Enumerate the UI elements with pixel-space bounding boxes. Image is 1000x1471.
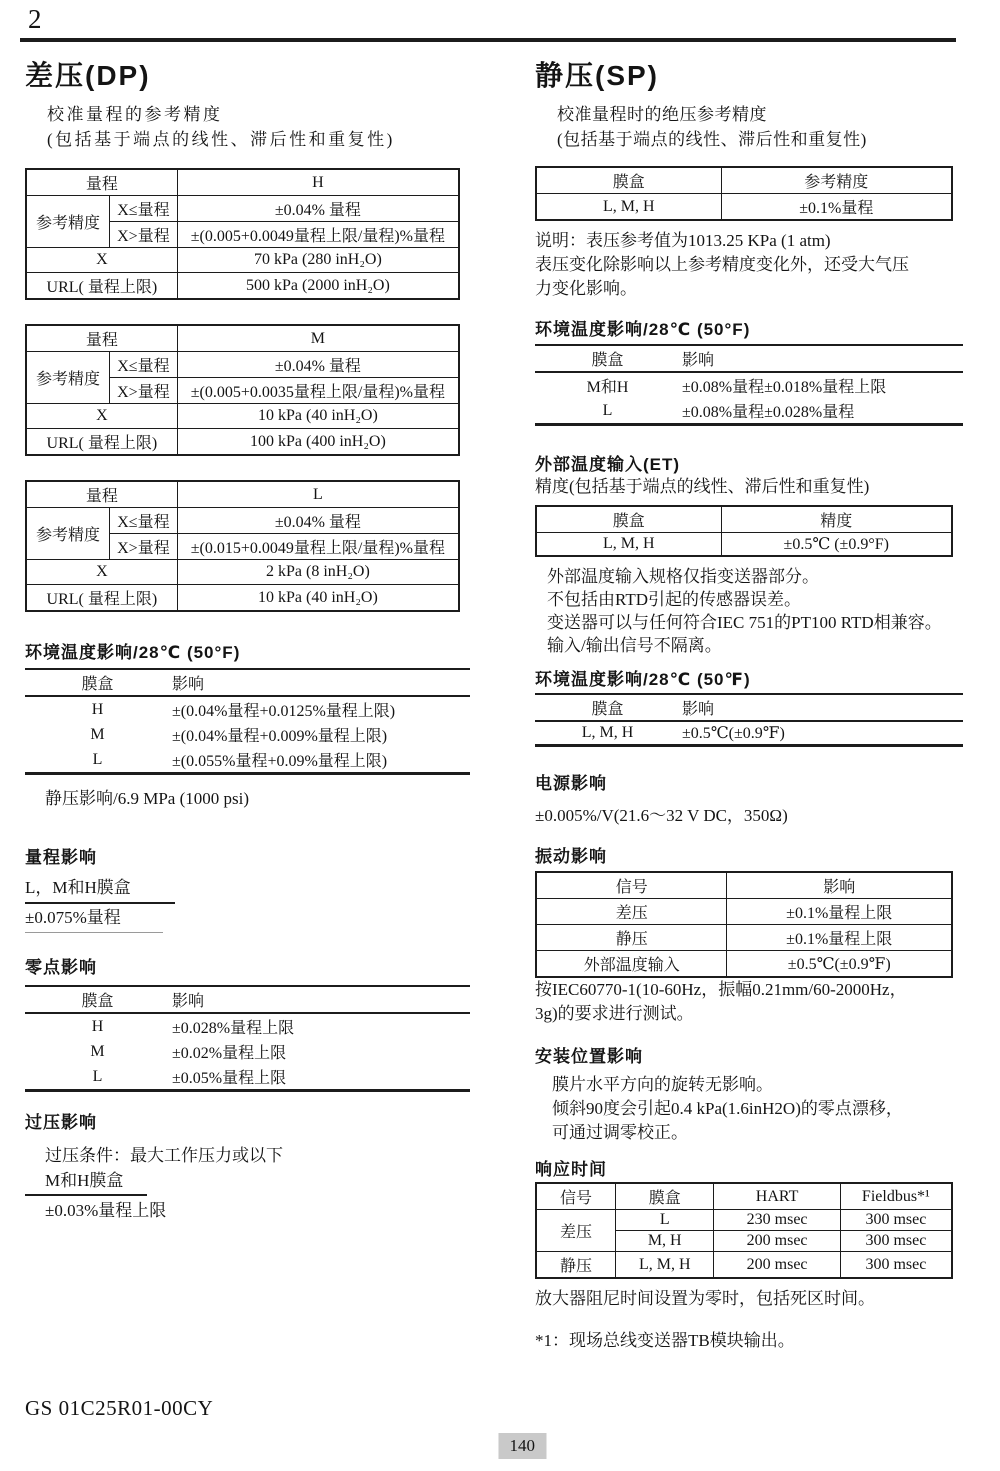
footer-page-number: 140 <box>498 1433 545 1459</box>
table-row <box>26 248 459 273</box>
capsule-cell: M <box>90 725 105 743</box>
signal-cell: 静压 <box>536 925 727 951</box>
capsule-header-cell: 膜盒 <box>536 506 721 533</box>
table-row <box>535 372 963 398</box>
hart-header-cell: HART <box>714 1183 840 1210</box>
table-row <box>26 481 459 508</box>
ambient-temp-heading: 环境温度影响/28℃ (50°F) <box>25 643 241 662</box>
table-row <box>536 1183 952 1210</box>
fieldbus-value-cell: 300 msec <box>840 1210 952 1231</box>
range-label-cell: 量程 <box>26 325 177 352</box>
response-time-table <box>535 1182 953 1279</box>
accuracy-label-cell: 参考精度 <box>26 352 110 404</box>
et-note-line: 变送器可以与任何符合IEC 751的PT100 RTD相兼容。 <box>547 613 942 632</box>
effect-cell: ±0.028%量程上限 <box>172 1020 295 1037</box>
table-row <box>536 1210 952 1231</box>
zero-effect-heading: 零点影响 <box>25 958 97 977</box>
capsule-cell: L, M, H <box>536 194 721 221</box>
value-cell: 2 kPa (8 inH₂O) <box>177 560 459 585</box>
table-row <box>536 533 952 557</box>
table-row <box>535 694 963 721</box>
fieldbus-value-cell: 300 msec <box>840 1252 952 1279</box>
range-value-cell: L <box>177 481 459 508</box>
overpressure-condition: 过压条件：最大工作压力或以下 <box>45 1146 283 1165</box>
signal-cell: 差压 <box>536 899 727 925</box>
static-pressure-note: 静压影响/6.9 MPa (1000 psi) <box>45 789 249 808</box>
capsule-header-cell: 膜盒 <box>535 345 680 372</box>
table-row <box>26 508 459 534</box>
vibration-heading: 振动影响 <box>535 847 607 866</box>
url-label-cell: URL( 量程上限) <box>26 273 177 300</box>
sp-note-line1: 说明：表压参考值为1013.25 KPa (1 atm) <box>535 231 831 250</box>
sp-ambient-temp-table <box>535 344 963 426</box>
hart-value-cell: 200 msec <box>714 1231 840 1252</box>
condition-cell: X>量程 <box>110 534 178 560</box>
vibration-note-line1: 按IEC60770-1(10-60Hz，振幅0.21mm/60-2000Hz， <box>535 980 907 999</box>
effect-cell: ±(0.055%量程+0.09%量程上限) <box>172 753 388 770</box>
accuracy-header-cell: 参考精度 <box>721 167 952 194</box>
sp-intro-line2: (包括基于端点的线性、滞后性和重复性) <box>557 130 867 149</box>
dp-intro <box>25 102 470 152</box>
dp-section-title: 差压(DP) <box>25 60 151 91</box>
capsule-header-cell: 膜盒 <box>616 1183 714 1210</box>
table-row <box>536 167 952 194</box>
signal-header-cell: 信号 <box>536 872 727 899</box>
accuracy-label-cell: 参考精度 <box>26 508 110 560</box>
overpressure-heading: 过压影响 <box>25 1113 97 1132</box>
table-row <box>535 345 963 372</box>
table-row <box>25 722 470 747</box>
response-time-note: 放大器阻尼时间设置为零时，包括死区时间。 <box>535 1289 875 1308</box>
et-ambient-temp-table <box>535 693 963 747</box>
power-supply-heading: 电源影响 <box>535 774 607 793</box>
header-divider <box>20 38 956 42</box>
range-value-cell: H <box>177 169 459 196</box>
effect-cell: ±0.05%量程上限 <box>172 1070 287 1087</box>
table-row <box>535 721 963 746</box>
table-row <box>25 669 470 696</box>
value-cell: ±(0.005+0.0049量程上限/量程)%量程 <box>177 222 459 248</box>
value-cell: ±0.04% 量程 <box>177 196 459 222</box>
capsule-cell: L <box>616 1210 714 1231</box>
accuracy-label-cell: 参考精度 <box>26 196 110 248</box>
table-row <box>25 1039 470 1064</box>
mounting-heading: 安装位置影响 <box>535 1047 643 1066</box>
table-row <box>26 429 459 456</box>
dp-intro-line2: (包括基于端点的线性、滞后性和重复性) <box>47 130 395 149</box>
condition-cell: X≤量程 <box>110 508 178 534</box>
dp-range-table-l <box>25 480 460 612</box>
fieldbus-value-cell: 300 msec <box>840 1231 952 1252</box>
et-note-line: 不包括由RTD引起的传感器误差。 <box>547 590 801 609</box>
page-number: 2 <box>28 4 42 34</box>
capsule-cell: H <box>91 1017 104 1035</box>
dp-range-table-h <box>25 168 460 300</box>
table-row <box>26 560 459 585</box>
condition-cell: X≤量程 <box>110 352 178 378</box>
mounting-line: 膜片水平方向的旋转无影响。 <box>552 1075 773 1094</box>
capsule-cell: M和H <box>586 379 629 396</box>
effect-cell: ±0.5℃(±0.9℉) <box>727 951 952 978</box>
effect-header-cell: 影响 <box>727 872 952 899</box>
table-row <box>25 1013 470 1039</box>
effect-header-cell: 影响 <box>680 694 963 721</box>
sp-accuracy-table <box>535 166 953 221</box>
et-note-line: 输入/输出信号不隔离。 <box>547 636 722 655</box>
effect-header-cell: 影响 <box>170 986 470 1013</box>
hart-value-cell: 200 msec <box>714 1252 840 1279</box>
table-row <box>536 506 952 533</box>
table-row <box>536 194 952 221</box>
signal-cell: 静压 <box>536 1252 616 1279</box>
effect-cell: ±0.02%量程上限 <box>172 1045 287 1062</box>
value-cell: 500 kPa (2000 inH₂O) <box>177 273 459 300</box>
vibration-table <box>535 871 953 978</box>
value-cell: ±0.04% 量程 <box>177 352 459 378</box>
sp-section-title: 静压(SP) <box>535 60 660 91</box>
value-cell: 70 kPa (280 inH₂O) <box>177 248 459 273</box>
table-row <box>26 169 459 196</box>
capsule-cell: M <box>90 1042 105 1060</box>
url-label-cell: URL( 量程上限) <box>26 585 177 612</box>
table-row <box>25 1064 470 1091</box>
mounting-line: 可通过调零校正。 <box>552 1123 688 1142</box>
url-label-cell: URL( 量程上限) <box>26 429 177 456</box>
et-heading: 外部温度输入(ET) <box>535 455 681 474</box>
capsule-header-cell: 膜盒 <box>25 986 170 1013</box>
table-row <box>26 352 459 378</box>
capsule-cell: L <box>92 1067 103 1085</box>
fieldbus-footnote: *1：现场总线变送器TB模块输出。 <box>535 1331 795 1350</box>
capsule-header-cell: 膜盒 <box>536 167 721 194</box>
hart-value-cell: 230 msec <box>714 1210 840 1231</box>
capsule-cell: L, M, H <box>581 724 634 741</box>
response-time-heading: 响应时间 <box>535 1160 607 1179</box>
capsule-cell: L <box>92 750 103 768</box>
range-label-cell: 量程 <box>26 481 177 508</box>
document-code: GS 01C25R01-00CY <box>25 1396 214 1420</box>
span-effect-heading: 量程影响 <box>25 848 97 867</box>
value-cell: ±0.1%量程 <box>721 194 952 221</box>
right-column <box>535 54 963 1353</box>
x-label-cell: X <box>26 404 177 429</box>
zero-effect-table <box>25 985 470 1092</box>
value-cell: 100 kPa (400 inH₂O) <box>177 429 459 456</box>
vibration-note-line2: 3g)的要求进行测试。 <box>535 1004 694 1023</box>
sp-note-line3: 力变化影响。 <box>535 279 637 298</box>
ambient-temp-table <box>25 668 470 775</box>
table-row <box>536 1252 952 1279</box>
value-cell: 10 kPa (40 inH₂O) <box>177 585 459 612</box>
signal-cell: 外部温度输入 <box>536 951 727 978</box>
span-effect-value: ±0.075%量程 <box>25 904 163 933</box>
condition-cell: X>量程 <box>110 222 178 248</box>
effect-cell: ±(0.04%量程+0.009%量程上限) <box>172 728 388 745</box>
sp-ambient-temp-heading: 环境温度影响/28℃ (50°F) <box>535 320 751 339</box>
span-effect-capsules: L，M和H膜盒 <box>25 876 175 904</box>
condition-cell: X>量程 <box>110 378 178 404</box>
effect-cell: ±0.1%量程上限 <box>727 925 952 951</box>
table-row <box>536 899 952 925</box>
capsule-cell: L, M, H <box>536 533 721 557</box>
table-row <box>535 398 963 425</box>
overpressure-capsules: M和H膜盒 <box>25 1169 147 1196</box>
et-ambient-temp-heading: 环境温度影响/28℃ (50℉) <box>535 670 751 689</box>
table-row <box>536 872 952 899</box>
accuracy-header-cell: 精度 <box>721 506 952 533</box>
capsule-cell: H <box>91 700 104 718</box>
table-row <box>26 273 459 300</box>
value-cell: ±(0.005+0.0035量程上限/量程)%量程 <box>177 378 459 404</box>
sp-note-line2: 表压变化除影响以上参考精度变化外，还受大气压 <box>535 255 909 274</box>
capsule-header-cell: 膜盒 <box>25 669 170 696</box>
table-row <box>26 325 459 352</box>
value-cell: ±0.5℃ (±0.9°F) <box>721 533 952 557</box>
et-note-line: 外部温度输入规格仅指变送器部分。 <box>547 567 819 586</box>
table-row <box>25 747 470 774</box>
signal-cell: 差压 <box>536 1210 616 1252</box>
effect-header-cell: 影响 <box>680 345 963 372</box>
et-subtitle: 精度(包括基于端点的线性、滞后性和重复性) <box>535 477 870 496</box>
table-row <box>25 986 470 1013</box>
mounting-line: 倾斜90度会引起0.4 kPa(1.6inH2O)的零点漂移， <box>552 1099 903 1118</box>
effect-cell: ±0.5℃(±0.9℉) <box>682 725 785 742</box>
dp-intro-line1: 校准量程的参考精度 <box>47 105 223 124</box>
value-cell: ±(0.015+0.0049量程上限/量程)%量程 <box>177 534 459 560</box>
x-label-cell: X <box>26 560 177 585</box>
table-row <box>536 951 952 978</box>
effect-header-cell: 影响 <box>170 669 470 696</box>
table-row <box>536 925 952 951</box>
signal-header-cell: 信号 <box>536 1183 616 1210</box>
capsule-cell: L <box>602 401 613 419</box>
table-row <box>26 196 459 222</box>
effect-cell: ±(0.04%量程+0.0125%量程上限) <box>172 703 396 720</box>
power-supply-value: ±0.005%/V(21.6～32 V DC，350Ω) <box>535 806 788 825</box>
value-cell: 10 kPa (40 inH₂O) <box>177 404 459 429</box>
effect-cell: ±0.08%量程±0.018%量程上限 <box>682 379 887 396</box>
value-cell: ±0.04% 量程 <box>177 508 459 534</box>
left-column <box>25 54 470 1223</box>
overpressure-value: ±0.03%量程上限 <box>45 1201 167 1220</box>
sp-intro-line1: 校准量程时的绝压参考精度 <box>557 105 767 124</box>
range-value-cell: M <box>177 325 459 352</box>
capsule-cell: M, H <box>616 1231 714 1252</box>
table-row <box>26 404 459 429</box>
effect-cell: ±0.08%量程±0.028%量程 <box>682 404 855 421</box>
capsule-header-cell: 膜盒 <box>535 694 680 721</box>
sp-intro <box>535 102 963 152</box>
table-row <box>25 696 470 722</box>
capsule-cell: L, M, H <box>616 1252 714 1279</box>
fieldbus-header-cell: Fieldbus*¹ <box>840 1183 952 1210</box>
condition-cell: X≤量程 <box>110 196 178 222</box>
table-row <box>26 585 459 612</box>
range-label-cell: 量程 <box>26 169 177 196</box>
dp-range-table-m <box>25 324 460 456</box>
effect-cell: ±0.1%量程上限 <box>727 899 952 925</box>
x-label-cell: X <box>26 248 177 273</box>
et-accuracy-table <box>535 505 953 557</box>
